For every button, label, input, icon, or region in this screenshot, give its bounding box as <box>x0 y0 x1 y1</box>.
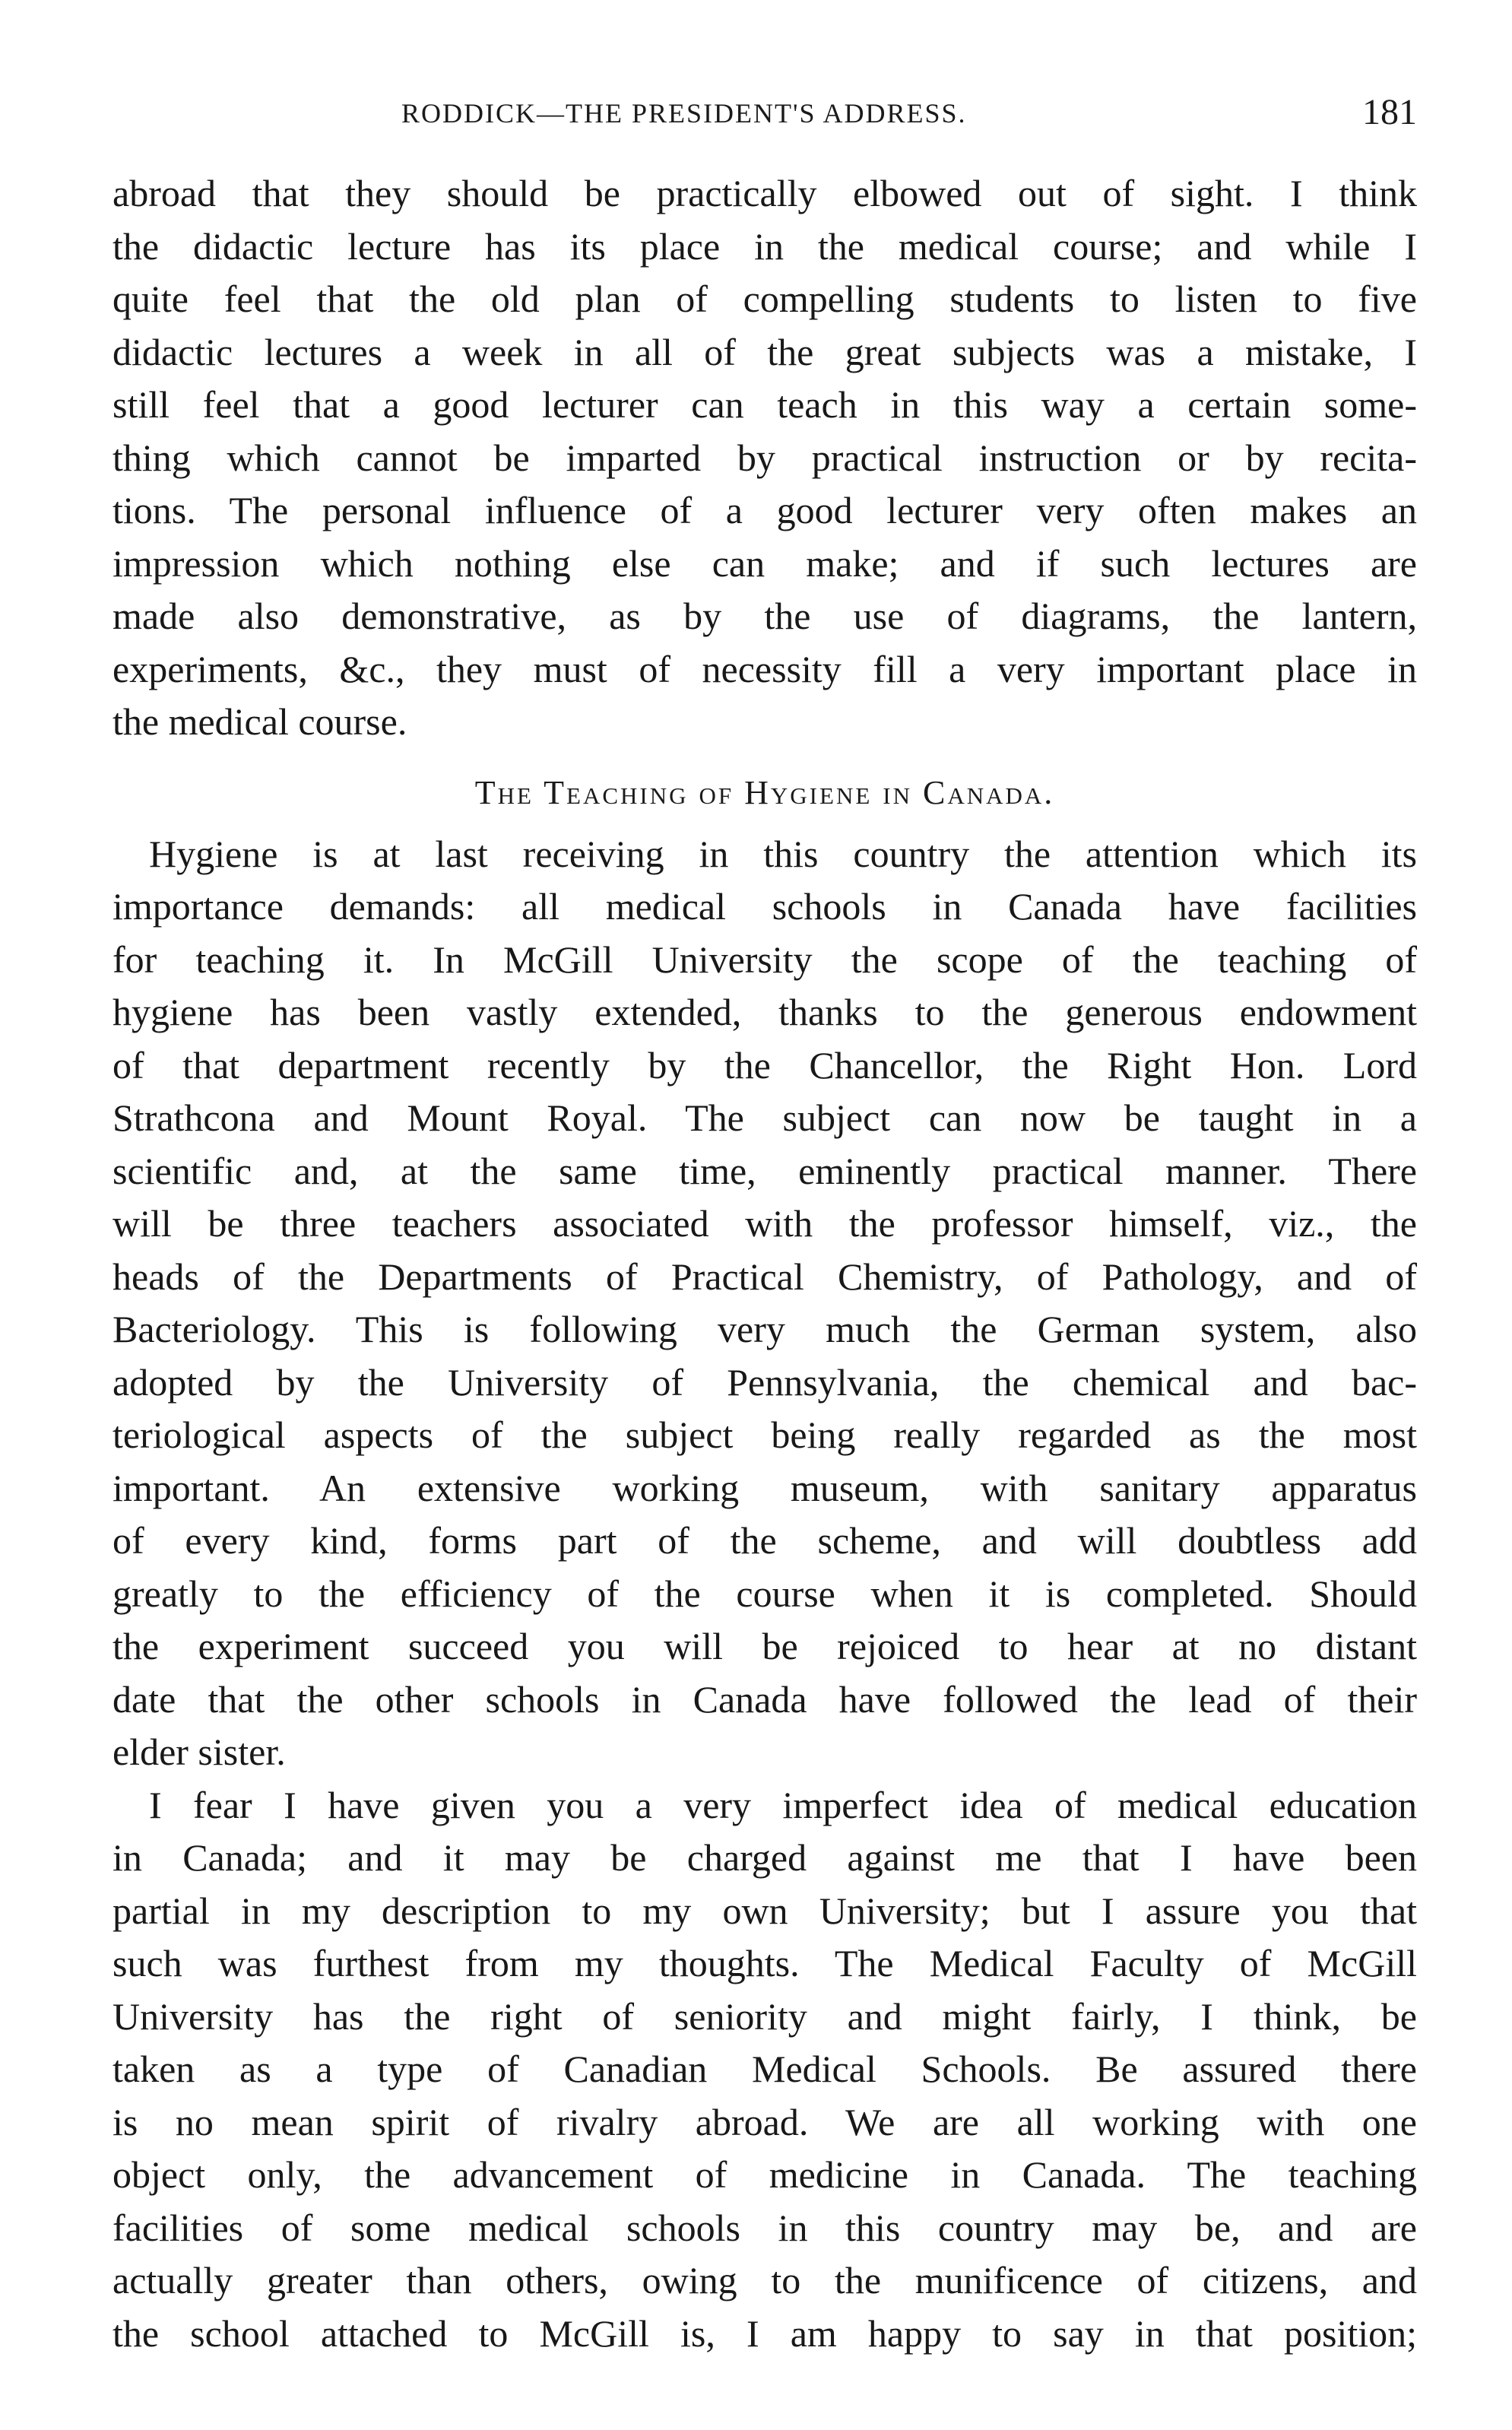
text-line: experiments, &c., they must of necessity fill a very important place in <box>113 647 1417 690</box>
text-line: didactic lectures a week in all of the great subjects was a mistake, I <box>113 330 1417 373</box>
text-line: of every kind, forms part of the scheme, and will doubtless add <box>113 1519 1417 1562</box>
body-text <box>113 167 1417 2360</box>
text-line: University has the right of seniority and might fairly, I think, be <box>113 1994 1417 2038</box>
running-head-title: RODDICK—THE PRESIDENT'S ADDRESS. <box>401 98 967 128</box>
text-line: the school attached to McGill is, I am happy to say in that position; <box>113 2311 1417 2355</box>
text-line: facilities of some medical schools in this country may be, and are <box>113 2206 1417 2249</box>
text-line: date that the other schools in Canada have followed the lead of their <box>113 1677 1417 1721</box>
text-line: still feel that a good lecturer can teach in this way a certain some- <box>113 383 1417 426</box>
text-line: hygiene has been vastly extended, thanks to the generous endowment <box>113 991 1417 1033</box>
text-line: will be three teachers associated with the professor himself, viz., the <box>113 1202 1417 1245</box>
text-line: thing which cannot be imparted by practical instruction or by recita- <box>113 436 1417 479</box>
text-line: Hygiene is at last receiving in this country the attention which its <box>149 832 1417 875</box>
text-line: of that department recently by the Chancellor, the Right Hon. Lord <box>113 1043 1417 1087</box>
text-line: actually greater than others, owing to the munificence of citizens, and <box>113 2259 1417 2302</box>
text-line: abroad that they should be practically elbowed out of sight. I think <box>113 172 1417 214</box>
text-line: Strathcona and Mount Royal. The subject can now be taught in a <box>113 1096 1417 1139</box>
text-line: in Canada; and it may be charged against me that I have been <box>113 1836 1417 1879</box>
text-line: for teaching it. In McGill University the scope of the teaching of <box>113 937 1417 981</box>
text-line: the experiment succeed you will be rejoiced to hear at no distant <box>113 1625 1417 1667</box>
running-head <box>113 90 1417 143</box>
text-line: tions. The personal influence of a good lecturer very often makes an <box>113 489 1417 531</box>
text-line: Bacteriology. This is following very much the German system, also <box>113 1308 1417 1350</box>
text-line: taken as a type of Canadian Medical Schools. Be assured there <box>113 2048 1417 2090</box>
text-line: heads of the Departments of Practical Chemistry, of Pathology, and of <box>113 1255 1417 1298</box>
text-line: important. An extensive working museum, with sanitary apparatus <box>113 1466 1417 1509</box>
text-line: object only, the advancement of medicine in Canada. The teaching <box>113 2153 1417 2196</box>
text-line: importance demands: all medical schools in Canada have facilities <box>113 885 1417 928</box>
paragraph-1 <box>113 167 1417 749</box>
paragraph-3 <box>113 1779 1417 2361</box>
page-number: 181 <box>1362 92 1417 132</box>
text-line: I fear I have given you a very imperfect idea of medical education <box>149 1783 1417 1826</box>
text-line: greatly to the efficiency of the course when it is completed. Should <box>113 1572 1417 1615</box>
text-line: scientific and, at the same time, eminently practical manner. There <box>113 1149 1417 1192</box>
text-line: quite feel that the old plan of compelling students to listen to five <box>113 278 1417 320</box>
paragraph-2 <box>113 828 1417 1779</box>
text-line: the medical course. <box>113 700 407 743</box>
text-line: teriological aspects of the subject being really regarded as the most <box>113 1413 1417 1456</box>
text-line: is no mean spirit of rivalry abroad. We are all working with one <box>113 2100 1417 2143</box>
text-line: adopted by the University of Pennsylvania, the chemical and bac- <box>113 1360 1417 1404</box>
text-line: the didactic lecture has its place in the medical course; and while I <box>113 224 1417 268</box>
text-line: such was furthest from my thoughts. The Medical Faculty of McGill <box>113 1942 1417 1984</box>
text-line: partial in my description to my own University; but I assure you that <box>113 1889 1417 1932</box>
text-line: elder sister. <box>113 1731 286 1773</box>
section-heading: The Teaching of Hygiene in Canada. <box>474 773 1055 811</box>
text-line: made also demonstrative, as by the use of diagrams, the lantern, <box>113 595 1417 637</box>
text-line: impression which nothing else can make; and if such lectures are <box>113 541 1417 585</box>
